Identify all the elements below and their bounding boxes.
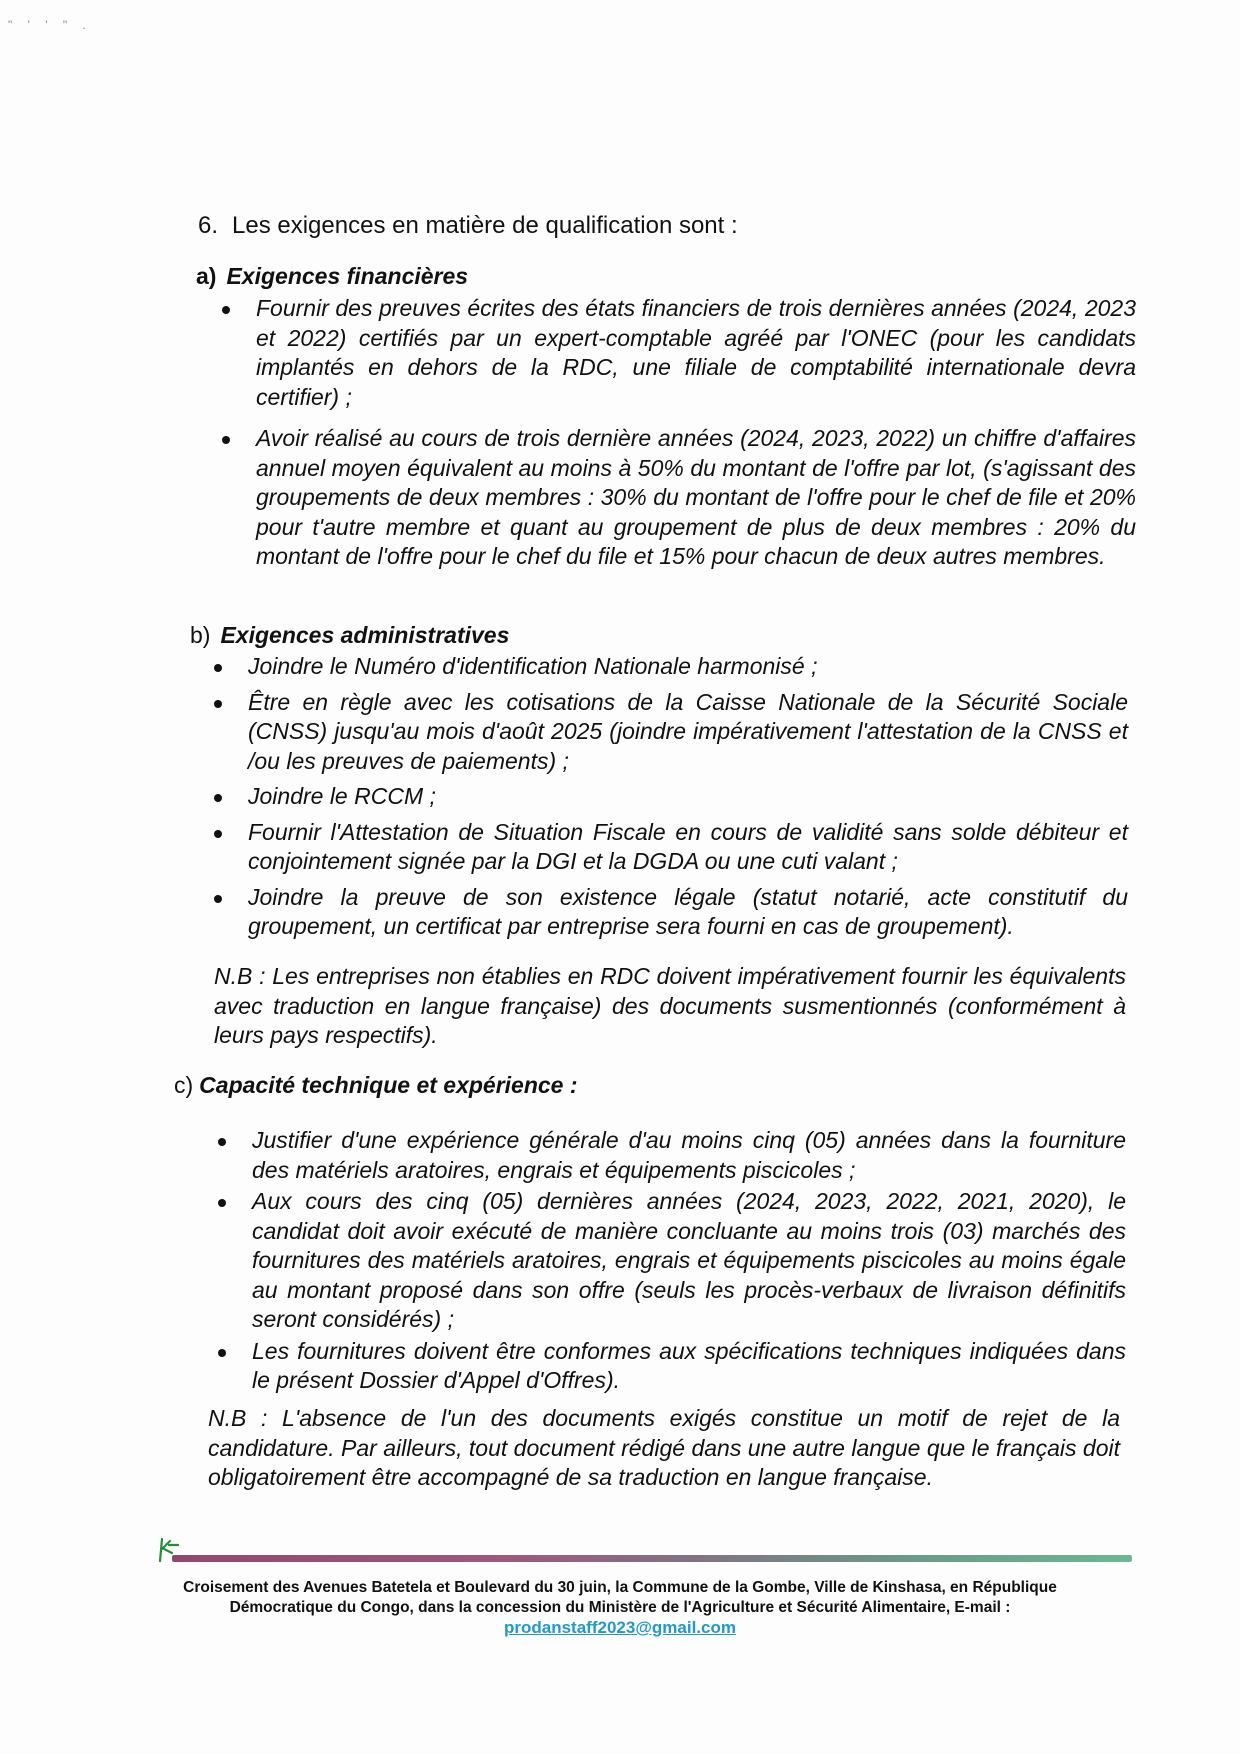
scan-marks: " ' ' " . [8, 18, 92, 32]
section-a-label: a) [196, 263, 217, 289]
list-item: Fournir des preuves écrites des états financiers de trois dernières années (2024, 2023 et 2022) certifiés par un expert-comptable agréé par l'ONEC (pour les candidats implantés en dehors de la RDC, une filiale de comptabilité internationale devra certifier) ; [256, 294, 1136, 412]
technical-capacity-list [252, 1126, 1126, 1396]
financial-requirements-list [256, 294, 1136, 572]
list-item: Les fournitures doivent être conformes aux spécifications techniques indiquées dans le présent Dossier d'Appel d'Offres). [252, 1337, 1126, 1396]
bullet-icon [218, 1199, 226, 1207]
list-item: Aux cours des cinq (05) dernières années (2024, 2023, 2022, 2021, 2020), le candidat doit avoir exécuté de manière concluante au moins trois (03) marchés des fournitures des matériels aratoires, engrais et équipements piscicoles au moins égale au montant proposé dans son offre (seuls les procès-verbaux de livraison définitifs seront considérés) ; [252, 1187, 1126, 1335]
qualification-heading [198, 212, 738, 240]
section-a-title: a) Exigences financières [196, 263, 469, 289]
bullet-icon [222, 436, 230, 444]
bullet-icon [214, 895, 222, 903]
footer-divider [172, 1555, 1132, 1562]
bullet-icon [214, 664, 222, 672]
footer-email-link[interactable]: prodanstaff2023@gmail.com [504, 1618, 736, 1637]
heading-text: Les exigences en matière de qualification sont : [232, 212, 738, 239]
section-c-label: c) [174, 1072, 194, 1098]
section-c-note: N.B : L'absence de l'un des documents exigés constitue un motif de rejet de la candidature. Par ailleurs, tout document rédigé dans une autre langue que le français doit obligatoirement être accompagné de sa traduction en langue française. [208, 1405, 1120, 1490]
footer-address-line-2: Démocratique du Congo, dans la concession du Ministère de l'Agriculture et Sécurité Alimentaire, E-mail : [229, 1599, 1011, 1616]
footer-address-line-1: Croisement des Avenues Batetela et Boulevard du 30 juin, la Commune de la Gombe, Ville de Kinshasa, en République [183, 1579, 1057, 1596]
section-b-note: N.B : Les entreprises non établies en RDC doivent impérativement fournir les équivalents avec traduction en langue française) des documents susmentionnés (conformément à leurs pays respectifs). [214, 963, 1126, 1048]
list-item: Justifier d'une expérience générale d'au moins cinq (05) années dans la fourniture des matériels aratoires, engrais et équipements piscicoles ; [252, 1126, 1126, 1185]
bullet-icon [214, 794, 222, 802]
bullet-icon [218, 1138, 226, 1146]
section-b-label: b) [190, 622, 211, 648]
bullet-icon [214, 700, 222, 708]
heading-number: 6. [198, 212, 219, 239]
bullet-icon [218, 1349, 226, 1357]
bullet-icon [214, 830, 222, 838]
bullet-icon [222, 306, 230, 314]
list-item: Joindre la preuve de son existence légale (statut notarié, acte constitutif du groupement, un certificat par entreprise sera fourni en cas de groupement). [248, 883, 1128, 942]
section-b-title: b) Exigences administratives [190, 622, 510, 648]
list-item: Joindre le Numéro d'identification Nationale harmonisé ; [248, 652, 1128, 682]
list-item: Avoir réalisé au cours de trois dernière années (2024, 2023, 2022) un chiffre d'affaires annuel moyen équivalent au moins à 50% du montant de l'offre par lot, (s'agissant des groupements de deux membres : 30% du montant de l'offre pour le chef de file et 20% pour t'autre membre et quant au groupement de plus de deux membres : 20% du montant de l'offre pour le chef du file et 15% pour chacun de deux autres membres. [256, 424, 1136, 572]
list-item: Joindre le RCCM ; [248, 782, 1128, 812]
list-item: Être en règle avec les cotisations de la Caisse Nationale de la Sécurité Sociale (CNSS) jusqu'au mois d'août 2025 (joindre impérativement l'attestation de la CNSS et /ou les preuves de paiements) ; [248, 688, 1128, 777]
list-item: Fournir l'Attestation de Situation Fiscale en cours de validité sans solde débiteur et conjointement signée par la DGI et la DGDA ou une cuti valant ; [248, 818, 1128, 877]
section-c-title: c) Capacité technique et expérience : [174, 1072, 578, 1098]
administrative-requirements-list [248, 652, 1128, 942]
